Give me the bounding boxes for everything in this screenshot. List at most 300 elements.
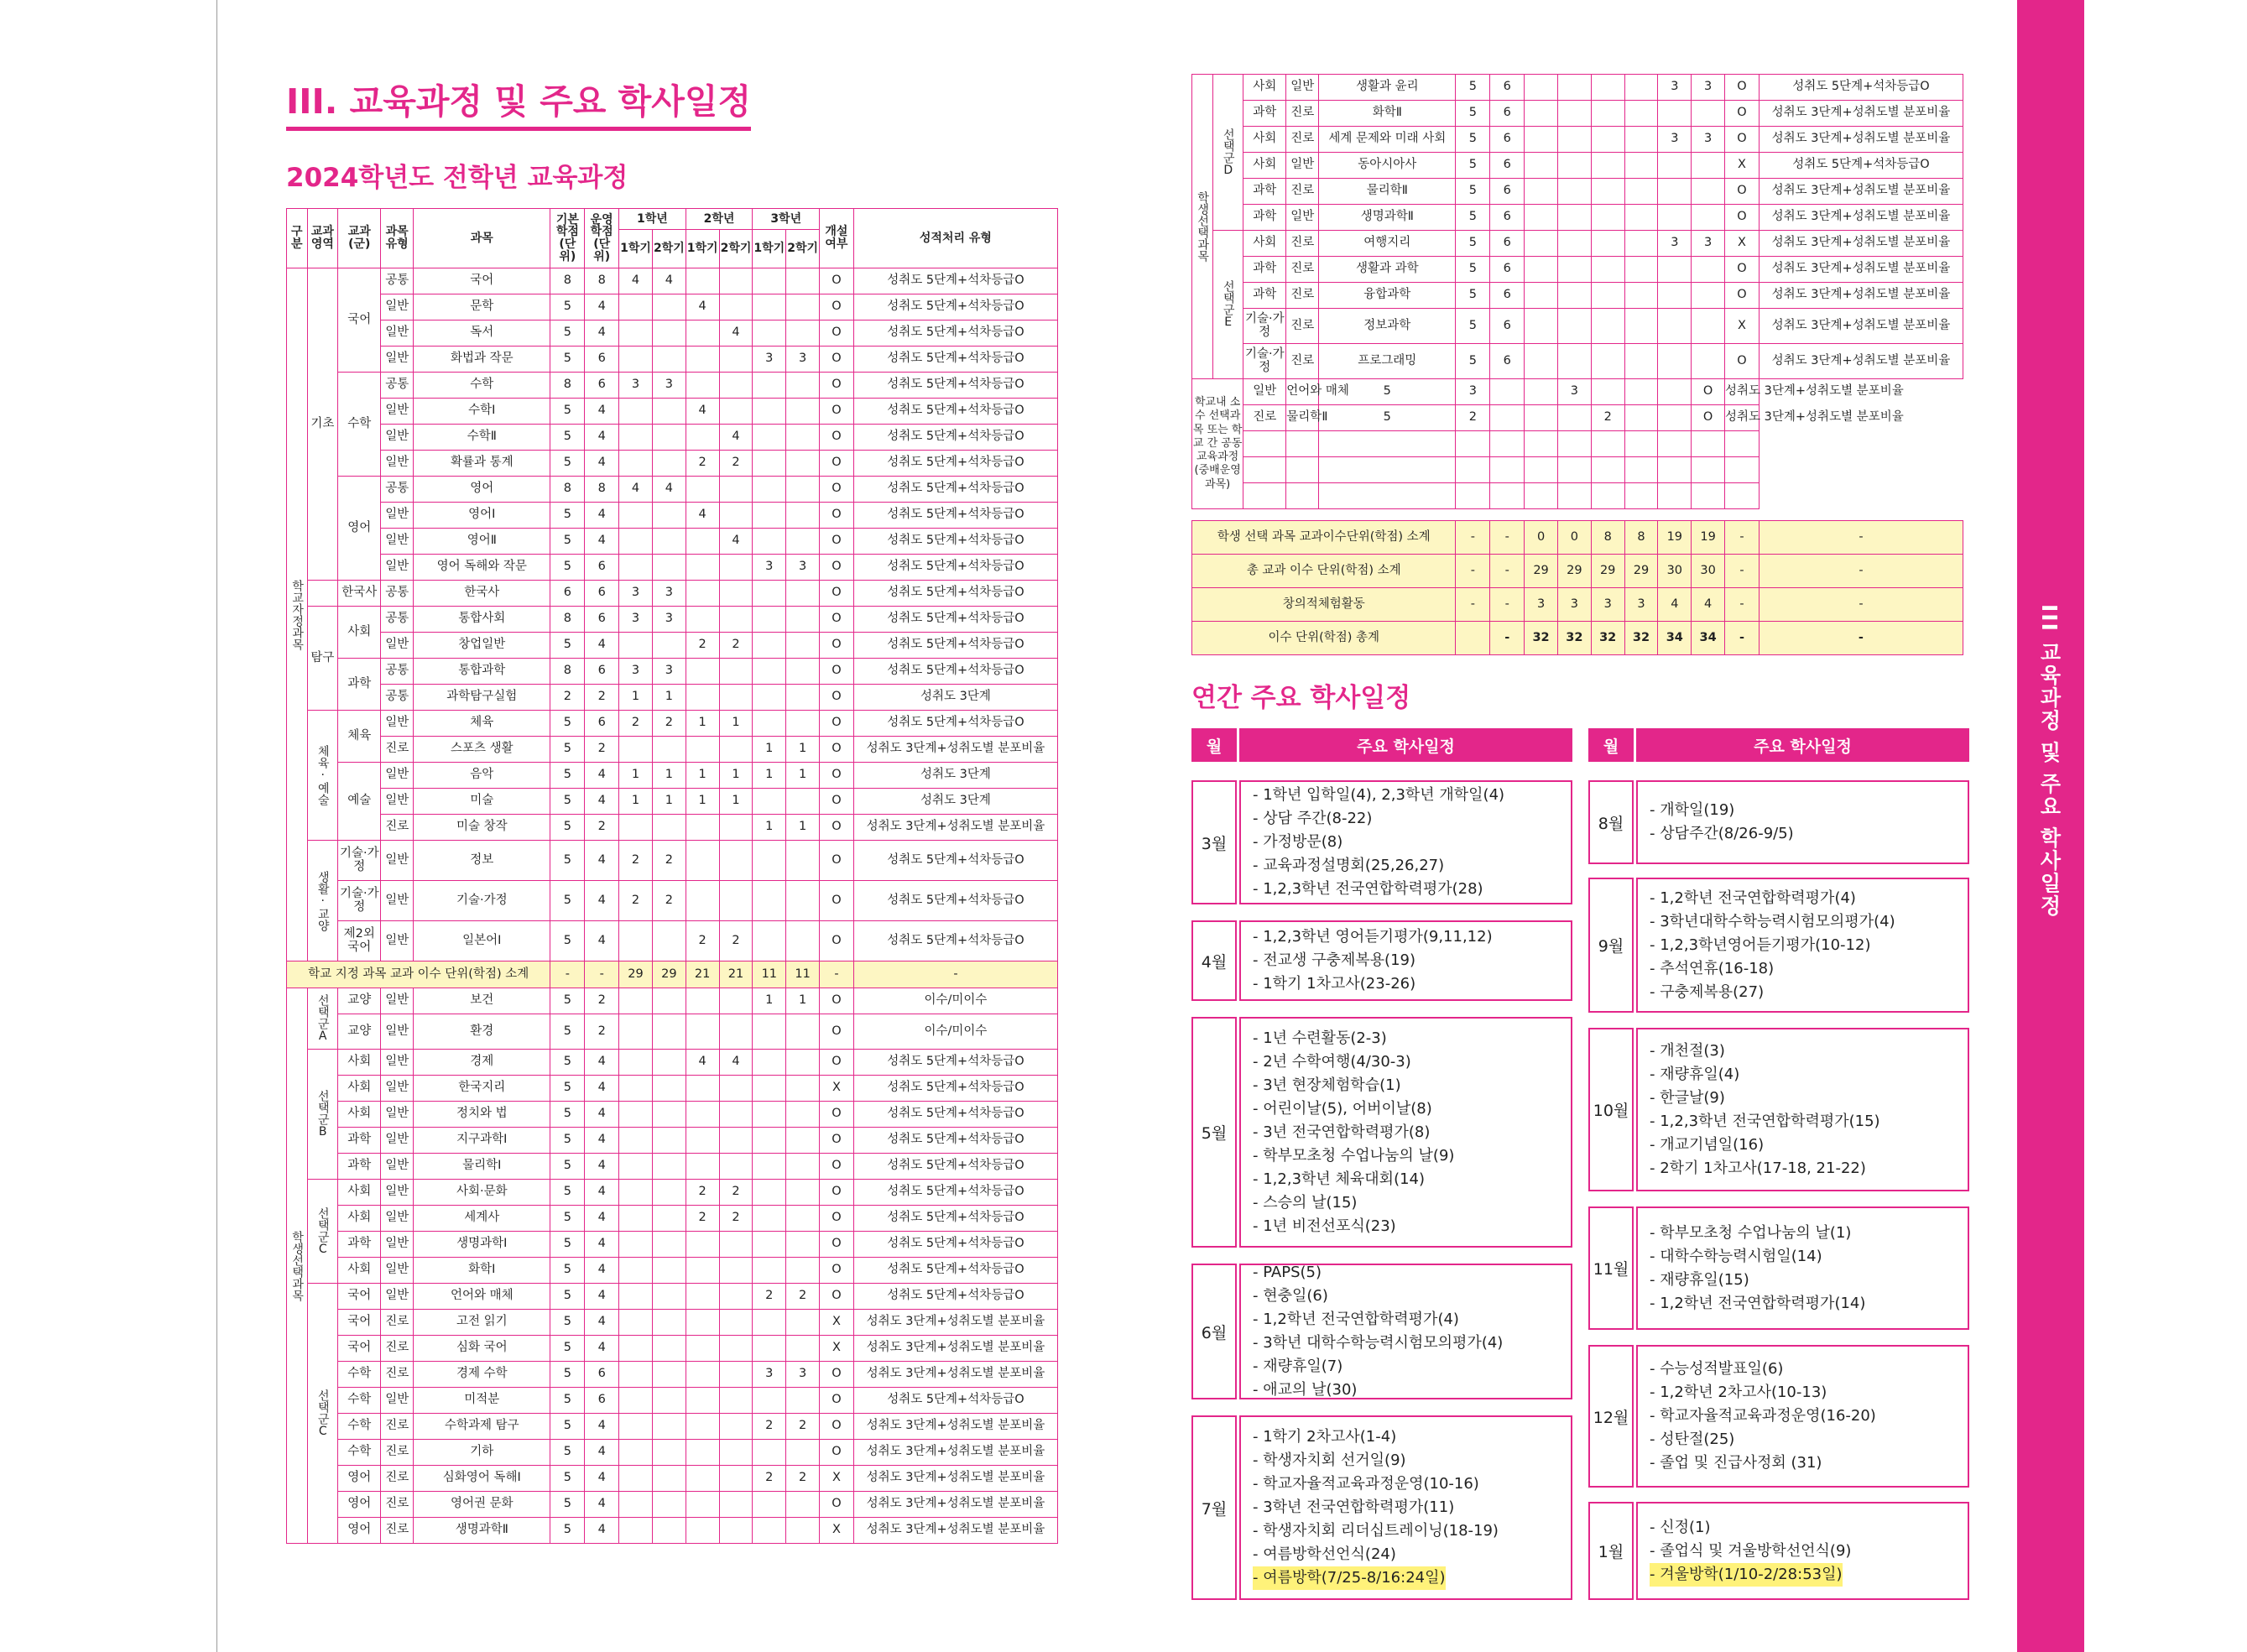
cell <box>686 737 719 763</box>
total-cell: - <box>1759 521 1963 555</box>
cell: 생활과 과학 <box>1319 257 1456 283</box>
cell: 5 <box>1456 205 1490 231</box>
blank-cell <box>1624 483 1658 509</box>
cell <box>652 1232 686 1258</box>
cell: 진로 <box>381 737 414 763</box>
cell <box>619 1440 653 1466</box>
curriculum-row <box>287 373 1058 399</box>
cell: 일반 <box>381 763 414 789</box>
cell: 6 <box>1490 205 1525 231</box>
cell <box>1624 75 1658 101</box>
cell: 언어와 매체 <box>1286 379 1319 405</box>
cell <box>1591 344 1624 379</box>
cell: 수학Ⅱ <box>414 425 550 451</box>
cell <box>619 1180 653 1206</box>
cell: O <box>820 1206 854 1232</box>
cell: 4 <box>585 1310 619 1336</box>
cell: 3 <box>652 659 686 685</box>
cell: 1 <box>753 737 786 763</box>
cell: 2 <box>619 711 653 737</box>
cell: 일반 <box>381 1232 414 1258</box>
blank-cell <box>1490 431 1525 457</box>
cell: 수학 <box>338 1414 381 1440</box>
cell: 2 <box>753 1284 786 1310</box>
cell: 5 <box>550 1414 585 1440</box>
cell: 일반 <box>381 841 414 881</box>
cell: 심화영어 독해Ⅰ <box>414 1466 550 1492</box>
cell <box>719 815 753 841</box>
elective-row <box>287 1284 1058 1310</box>
schedule-item: - 3년 현장체험학습(1) <box>1253 1076 1401 1094</box>
cell <box>686 1076 719 1102</box>
section-label-student: 학생선택과목 <box>287 988 308 1544</box>
section-label-student: 학생선택과목 <box>1192 75 1213 379</box>
cell: 성취도 5단계+석차등급O <box>853 320 1057 347</box>
schedule-item: - 성탄절(25) <box>1650 1431 1735 1448</box>
cell <box>619 1414 653 1440</box>
cell <box>753 268 786 294</box>
schedule-item: - 개학일(19) <box>1650 801 1735 819</box>
cell: 6 <box>585 659 619 685</box>
cell: 5 <box>550 921 585 961</box>
cell: 성취도 5단계+석차등급O <box>853 711 1057 737</box>
cell <box>719 1518 753 1544</box>
cell: 생명과학Ⅱ <box>414 1518 550 1544</box>
cell <box>686 1102 719 1128</box>
blank-cell <box>1658 431 1692 457</box>
cell: 진로 <box>381 1310 414 1336</box>
total-cell: 32 <box>1557 622 1591 655</box>
cell: 지구과학Ⅰ <box>414 1128 550 1154</box>
cell: 성취도 5단계+석차등급O <box>853 425 1057 451</box>
cell: 5 <box>550 1388 585 1414</box>
cell <box>786 1232 820 1258</box>
cell: 경제 <box>414 1050 550 1076</box>
cell: 5 <box>550 737 585 763</box>
cell: 4 <box>652 268 686 294</box>
cell: 확률과 통계 <box>414 451 550 477</box>
schedule-item: - 1,2,3학년영어듣기평가(10-12) <box>1650 935 1871 954</box>
header-base: 기본학점(단위) <box>550 209 585 268</box>
elective-row <box>287 988 1058 1014</box>
cell <box>786 1102 820 1128</box>
cell <box>686 1388 719 1414</box>
cell: 4 <box>585 1518 619 1544</box>
schedule-item: - 구충제복용(27) <box>1650 982 1765 1001</box>
cell: 6 <box>1490 344 1525 379</box>
cell: 6 <box>1490 179 1525 205</box>
cell: 2 <box>619 881 653 921</box>
cell <box>786 659 820 685</box>
cell: 성취도 3단계+성취도별 분포비율 <box>1759 283 1963 309</box>
cell <box>619 503 653 529</box>
cell: 4 <box>585 1492 619 1518</box>
schedule-item: - 개교기념일(16) <box>1650 1135 1765 1154</box>
elective-group-label: 선택군C <box>307 1180 338 1284</box>
subtotal-cell: 29 <box>652 961 686 988</box>
schedule-item: - 여름방학(7/25-8/16:24일) <box>1253 1566 1446 1590</box>
cell: 성취도 3단계+성취도별 분포비율 <box>1759 179 1963 205</box>
cell: O <box>820 268 854 294</box>
cell <box>753 1232 786 1258</box>
total-row <box>1192 588 1963 622</box>
cell <box>619 320 653 347</box>
cell: 5 <box>1319 405 1456 431</box>
cell: 한국지리 <box>414 1076 550 1102</box>
cell <box>719 1414 753 1440</box>
cell: 2 <box>719 633 753 659</box>
cell: 1 <box>753 815 786 841</box>
cell: O <box>820 1102 854 1128</box>
cell <box>686 988 719 1014</box>
cell <box>652 320 686 347</box>
cell: O <box>820 425 854 451</box>
cell: 5 <box>550 789 585 815</box>
cell <box>619 1206 653 1232</box>
cell: 3 <box>1658 231 1692 257</box>
cell <box>1525 309 1558 344</box>
cell: 성취도 5단계+석차등급O <box>853 1050 1057 1076</box>
cell: 세계사 <box>414 1206 550 1232</box>
cell: 5 <box>550 294 585 320</box>
schedule-item: - 1학년 입학일(4), 2,3학년 개학일(4) <box>1253 786 1505 804</box>
cell: 일반 <box>381 921 414 961</box>
cell <box>719 477 753 503</box>
cell <box>753 659 786 685</box>
cell: 수학 <box>338 1440 381 1466</box>
cell: 성취도 5단계+석차등급O <box>853 373 1057 399</box>
cell: 4 <box>585 1466 619 1492</box>
cell: 영어 <box>338 1518 381 1544</box>
cell <box>753 451 786 477</box>
cell: 3 <box>1658 127 1692 153</box>
cell: O <box>820 294 854 320</box>
schedule-item: - 상담 주간(8-22) <box>1253 810 1373 827</box>
cell <box>753 503 786 529</box>
cell <box>652 1258 686 1284</box>
blank-cell <box>1591 483 1624 509</box>
cell: 1 <box>719 711 753 737</box>
cell: 과학 <box>1243 205 1286 231</box>
cell: 성취도 5단계+석차등급O <box>853 268 1057 294</box>
cell: 일반 <box>381 1128 414 1154</box>
cell <box>753 581 786 607</box>
schedule-events <box>1636 1206 1969 1330</box>
cell: 5 <box>550 451 585 477</box>
cell: 3 <box>753 347 786 373</box>
cell: 정치와 법 <box>414 1102 550 1128</box>
cell <box>719 988 753 1014</box>
cell: 4 <box>585 1128 619 1154</box>
spacer-row <box>1192 509 1963 521</box>
schedule-item: - 스승의 날(15) <box>1253 1193 1358 1212</box>
schedule-item: - 현충일(6) <box>1253 1287 1328 1305</box>
total-cell: - <box>1490 555 1525 588</box>
cell <box>652 1014 686 1050</box>
cell <box>753 1050 786 1076</box>
total-cell: 32 <box>1624 622 1658 655</box>
cell: O <box>820 921 854 961</box>
cell <box>1591 309 1624 344</box>
cell <box>719 1466 753 1492</box>
cell: 4 <box>585 1102 619 1128</box>
cell: O <box>820 737 854 763</box>
cell: 성취도 5단계+석차등급O <box>853 1154 1057 1180</box>
cell <box>753 1336 786 1362</box>
header-open: 개설여부 <box>820 209 854 268</box>
cell: 성취도 5단계+석차등급O <box>853 841 1057 881</box>
cell: 2 <box>652 841 686 881</box>
cell: 일반 <box>381 1050 414 1076</box>
cell: 여행지리 <box>1319 231 1456 257</box>
blank-cell <box>1286 431 1319 457</box>
cell: O <box>820 1362 854 1388</box>
cell: 6 <box>1490 257 1525 283</box>
group-label: 사회 <box>338 607 381 659</box>
cell: 국어 <box>338 1336 381 1362</box>
cell: 공통 <box>381 477 414 503</box>
cell: 2 <box>1456 405 1490 431</box>
cell <box>753 1206 786 1232</box>
cell <box>619 921 653 961</box>
schedule-item: - 학부모초청 수업나눔의 날(9) <box>1253 1146 1455 1165</box>
cell: 5 <box>550 320 585 347</box>
cell: O <box>1725 205 1760 231</box>
elective-group-label: 선택군B <box>307 1050 338 1180</box>
cell: 생명과학Ⅰ <box>414 1232 550 1258</box>
total-cell: 29 <box>1557 555 1591 588</box>
cell: 공통 <box>381 685 414 711</box>
cell: 물리학Ⅱ <box>1286 405 1319 431</box>
cell <box>1557 153 1591 179</box>
cell <box>1658 379 1692 405</box>
elective-row <box>1192 379 1963 405</box>
cell <box>686 347 719 373</box>
header-gubun: 구분 <box>287 209 308 268</box>
cell: 사회 <box>338 1258 381 1284</box>
cell <box>719 685 753 711</box>
schedule-item: - 1,2,3학년 영어듣기평가(9,11,12) <box>1253 928 1493 946</box>
curriculum-row <box>287 425 1058 451</box>
cell: 진로 <box>381 1518 414 1544</box>
cell: 성취도 3단계 <box>853 763 1057 789</box>
cell <box>652 1388 686 1414</box>
cell: 3 <box>652 373 686 399</box>
cell: 6 <box>1490 309 1525 344</box>
cell: 성취도 5단계+석차등급O <box>853 1076 1057 1102</box>
cell: 2 <box>719 1206 753 1232</box>
cell <box>1525 379 1558 405</box>
schedule-item: - 학교자율적교육과정운영(10-16) <box>1253 1475 1479 1493</box>
blank-cell <box>1456 457 1490 483</box>
cell: 진로 <box>381 1466 414 1492</box>
cell: 1 <box>619 789 653 815</box>
cell <box>1591 153 1624 179</box>
cell <box>753 1388 786 1414</box>
cell: O <box>820 815 854 841</box>
cell: 5 <box>1319 379 1456 405</box>
elective-row <box>1192 127 1963 153</box>
cell <box>753 1492 786 1518</box>
header-sem: 1학기 <box>686 230 719 268</box>
cell: 과학 <box>338 1128 381 1154</box>
cell: 4 <box>652 477 686 503</box>
cell: O <box>820 1440 854 1466</box>
cell: 일반 <box>381 1388 414 1414</box>
cell <box>719 1128 753 1154</box>
cell: 2 <box>753 1466 786 1492</box>
section-label-school: 학교자정과목 <box>287 268 308 961</box>
blank-cell <box>1286 457 1319 483</box>
cell: 4 <box>585 841 619 881</box>
cell: 8 <box>585 477 619 503</box>
cell <box>1624 309 1658 344</box>
cell <box>1692 309 1725 344</box>
cell: 3 <box>753 555 786 581</box>
cell: 진로 <box>381 1336 414 1362</box>
curriculum-row <box>287 711 1058 737</box>
cell <box>652 294 686 320</box>
cell: 사회 <box>338 1076 381 1102</box>
cell: 진로 <box>1286 283 1319 309</box>
cell: 5 <box>550 763 585 789</box>
cell: 일반 <box>381 320 414 347</box>
cell <box>686 268 719 294</box>
cell: 5 <box>550 503 585 529</box>
cell: 2 <box>585 737 619 763</box>
cell: O <box>820 529 854 555</box>
cell: 성취도 5단계+석차등급O <box>853 1206 1057 1232</box>
cell: 진로 <box>1286 344 1319 379</box>
cell <box>719 1440 753 1466</box>
cell: 일반 <box>1286 205 1319 231</box>
cell: 성취도 3단계+성취도별 분포비율 <box>853 1414 1057 1440</box>
cell <box>1591 257 1624 283</box>
cell: 2 <box>550 685 585 711</box>
schedule-item: - 학부모초청 수업나눔의 날(1) <box>1650 1223 1852 1242</box>
cell: 5 <box>1456 344 1490 379</box>
cell: 일반 <box>381 555 414 581</box>
total-cell: 4 <box>1692 588 1725 622</box>
cell: O <box>820 1414 854 1440</box>
cell: 영어Ⅰ <box>414 503 550 529</box>
curriculum-row <box>287 294 1058 320</box>
cell: 1 <box>786 988 820 1014</box>
cell: 사회 <box>338 1180 381 1206</box>
cell: 기술·가정 <box>1243 344 1286 379</box>
cell <box>686 685 719 711</box>
cell <box>719 1154 753 1180</box>
cell: 영어Ⅱ <box>414 529 550 555</box>
cell: O <box>820 1154 854 1180</box>
elective-row <box>287 1492 1058 1518</box>
total-cell: - <box>1456 521 1490 555</box>
cell <box>686 425 719 451</box>
cell <box>753 685 786 711</box>
cell <box>786 921 820 961</box>
cell: O <box>1725 127 1760 153</box>
schedule-item: - 1,2,3학년 전국연합학력평가(15) <box>1650 1112 1880 1130</box>
schedule-item: - 재량휴일(4) <box>1650 1065 1740 1083</box>
cell <box>719 1232 753 1258</box>
blank-cell <box>1692 483 1725 509</box>
cell <box>786 1310 820 1336</box>
cell: 한국사 <box>414 581 550 607</box>
schedule-item: - 졸업 및 진급사정회 (31) <box>1650 1454 1822 1472</box>
cell <box>652 1310 686 1336</box>
cell: 일반 <box>381 881 414 921</box>
elective-row <box>287 1336 1058 1362</box>
cell <box>786 1440 820 1466</box>
cell: 사회 <box>338 1050 381 1076</box>
cell: 성취도 5단계+석차등급O <box>853 1128 1057 1154</box>
cell <box>1692 179 1725 205</box>
cell: 1 <box>686 763 719 789</box>
cell <box>619 1388 653 1414</box>
cell: O <box>820 659 854 685</box>
cell: 교양 <box>338 1014 381 1050</box>
cell: O <box>1725 283 1760 309</box>
cell <box>719 1014 753 1050</box>
cell <box>1658 179 1692 205</box>
cell: 2 <box>719 1180 753 1206</box>
cell: 성취도 5단계+석차등급O <box>853 503 1057 529</box>
cell: 일반 <box>381 1180 414 1206</box>
cell: 4 <box>585 1076 619 1102</box>
blank-cell <box>1557 483 1591 509</box>
cell <box>1658 344 1692 379</box>
schedule-item: - 3학년 대학수학능력시험모의평가(4) <box>1253 1334 1504 1352</box>
cell: X <box>1725 153 1760 179</box>
cell <box>1591 127 1624 153</box>
cell: 1 <box>686 789 719 815</box>
cell: 3 <box>652 581 686 607</box>
cell <box>719 841 753 881</box>
cell: 수학 <box>338 1362 381 1388</box>
cell: 5 <box>550 1518 585 1544</box>
elective-group-label: 선택군D <box>1212 75 1243 231</box>
cell: 5 <box>550 347 585 373</box>
schedule-events <box>1636 1502 1969 1600</box>
cell <box>786 451 820 477</box>
cell: 성취도 5단계+석차등급O <box>853 1284 1057 1310</box>
group-label: 기술·가정 <box>338 881 381 921</box>
cell: 성취도 5단계+석차등급O <box>853 477 1057 503</box>
total-cell: 3 <box>1591 588 1624 622</box>
cell: 성취도 5단계+석차등급O <box>853 1102 1057 1128</box>
cell: 진로 <box>381 1362 414 1388</box>
cell <box>753 1258 786 1284</box>
cell: 성취도 5단계+석차등급O <box>853 529 1057 555</box>
cell <box>753 1518 786 1544</box>
cell <box>753 425 786 451</box>
curriculum-row <box>287 737 1058 763</box>
cell: 기술·가정 <box>414 881 550 921</box>
cell: O <box>820 607 854 633</box>
cell <box>1624 231 1658 257</box>
cell <box>652 1466 686 1492</box>
cell: 융합과학 <box>1319 283 1456 309</box>
total-cell: 8 <box>1624 521 1658 555</box>
cell: 6 <box>585 581 619 607</box>
cell <box>1557 231 1591 257</box>
cell: O <box>820 320 854 347</box>
cell: 4 <box>585 789 619 815</box>
cell: 일반 <box>381 1258 414 1284</box>
total-cell: 29 <box>1525 555 1558 588</box>
cell: 2 <box>619 841 653 881</box>
cell <box>1658 257 1692 283</box>
